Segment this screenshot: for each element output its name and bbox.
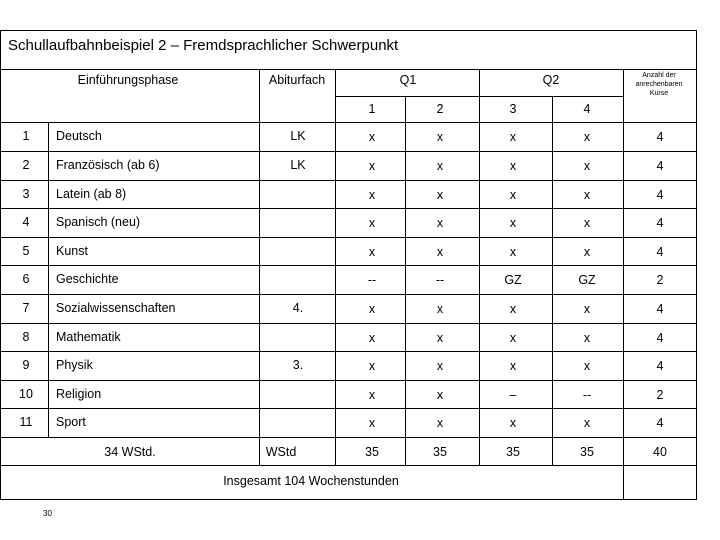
grid-line — [0, 265, 697, 266]
header-sem-4: 4 — [583, 102, 591, 116]
row-fach: Sozialwissenschaften — [56, 301, 176, 315]
row-sem-3: x — [509, 130, 517, 144]
grid-line — [552, 96, 553, 465]
row-fach: Französisch (ab 6) — [56, 158, 160, 172]
row-anzahl: 4 — [656, 359, 664, 373]
total-abiturfach: WStd — [265, 445, 297, 459]
header-einfuehrungsphase: Einführungsphase — [77, 73, 179, 87]
row-sem-2: x — [436, 302, 444, 316]
row-sem-3: x — [509, 216, 517, 230]
row-sem-4: x — [583, 245, 591, 259]
row-sem-3: x — [509, 302, 517, 316]
total-sem-4: 35 — [580, 445, 594, 459]
row-sem-4: GZ — [578, 273, 596, 287]
row-anzahl: 2 — [656, 388, 664, 402]
row-sem-3: x — [509, 416, 517, 430]
row-abiturfach: 4. — [292, 301, 304, 315]
row-sem-3: GZ — [504, 273, 522, 287]
page-number: 30 — [43, 509, 52, 518]
grid-line — [0, 351, 697, 352]
row-anzahl: 4 — [656, 216, 664, 230]
total-sem-2: 35 — [433, 445, 447, 459]
grid-line — [335, 70, 336, 465]
row-sem-1: x — [368, 388, 376, 402]
row-sem-1: x — [368, 216, 376, 230]
row-anzahl: 4 — [656, 188, 664, 202]
row-sem-2: x — [436, 331, 444, 345]
grid-line — [0, 323, 697, 324]
row-sem-4: x — [583, 130, 591, 144]
row-nr: 1 — [22, 129, 30, 143]
header-sem-2: 2 — [436, 102, 444, 116]
row-anzahl: 2 — [656, 273, 664, 287]
header-q2: Q2 — [542, 73, 560, 87]
row-sem-4: x — [583, 159, 591, 173]
row-nr: 7 — [22, 301, 30, 315]
grid-line — [0, 208, 697, 209]
row-fach: Deutsch — [56, 129, 102, 143]
row-sem-4: x — [583, 302, 591, 316]
row-nr: 9 — [22, 358, 30, 372]
grid-line — [0, 408, 697, 409]
row-abiturfach: LK — [290, 158, 306, 172]
grid-line — [0, 437, 697, 438]
grid-line — [405, 96, 406, 465]
row-fach: Religion — [56, 387, 102, 401]
row-sem-4: x — [583, 416, 591, 430]
row-fach: Physik — [56, 358, 93, 372]
row-sem-3: x — [509, 359, 517, 373]
row-nr: 10 — [19, 387, 33, 401]
total-sem-3: 35 — [506, 445, 520, 459]
grid-line — [0, 294, 697, 295]
row-fach: Latein (ab 8) — [56, 187, 127, 201]
row-sem-3: x — [509, 159, 517, 173]
grid-line — [0, 465, 697, 466]
row-nr: 6 — [22, 272, 30, 286]
row-sem-2: x — [436, 216, 444, 230]
row-sem-2: x — [436, 388, 444, 402]
header-q1: Q1 — [399, 73, 417, 87]
row-sem-3: x — [509, 245, 517, 259]
row-fach: Spanisch (neu) — [56, 215, 141, 229]
header-sem-1: 1 — [368, 102, 376, 116]
row-anzahl: 4 — [656, 159, 664, 173]
row-sem-4: x — [583, 359, 591, 373]
row-sem-2: x — [436, 245, 444, 259]
row-fach: Geschichte — [56, 272, 119, 286]
row-sem-4: x — [583, 216, 591, 230]
row-sem-2: x — [436, 416, 444, 430]
row-sem-2: -- — [435, 273, 445, 287]
row-sem-3: x — [509, 188, 517, 202]
row-sem-4: x — [583, 331, 591, 345]
row-sem-3: – — [509, 388, 517, 402]
grid-line — [259, 70, 260, 465]
row-nr: 11 — [19, 415, 33, 429]
row-sem-2: x — [436, 359, 444, 373]
page-title: Schullaufbahnbeispiel 2 – Fremdsprachlicher Schwerpunkt — [8, 37, 399, 54]
row-nr: 3 — [22, 187, 30, 201]
row-sem-2: x — [436, 188, 444, 202]
row-anzahl: 4 — [656, 245, 664, 259]
grid-line — [0, 122, 697, 123]
row-anzahl: 4 — [656, 130, 664, 144]
row-sem-1: x — [368, 245, 376, 259]
row-sem-1: x — [368, 188, 376, 202]
total-sem-1: 35 — [365, 445, 379, 459]
row-sem-1: x — [368, 130, 376, 144]
row-sem-1: x — [368, 416, 376, 430]
row-anzahl: 4 — [656, 302, 664, 316]
row-fach: Sport — [56, 415, 86, 429]
row-abiturfach: 3. — [292, 358, 304, 372]
row-sem-1: x — [368, 331, 376, 345]
row-anzahl: 4 — [656, 331, 664, 345]
grid-line — [479, 70, 480, 465]
row-abiturfach: LK — [290, 129, 306, 143]
row-sem-2: x — [436, 159, 444, 173]
total-einfuehrungsphase: 34 WStd. — [104, 445, 156, 459]
row-fach: Kunst — [56, 244, 88, 258]
row-sem-4: x — [583, 188, 591, 202]
total-anzahl: 40 — [653, 445, 667, 459]
row-sem-1: x — [368, 159, 376, 173]
row-sem-1: -- — [367, 273, 377, 287]
grid-line — [0, 151, 697, 152]
grid-line — [48, 122, 49, 437]
grid-line — [623, 70, 624, 500]
header-anzahl: Anzahl der anrechenbaren Kurse — [635, 72, 683, 97]
row-sem-1: x — [368, 359, 376, 373]
header-abiturfach: Abiturfach — [268, 73, 326, 87]
gesamt-wochenstunden: Insgesamt 104 Wochenstunden — [223, 474, 399, 488]
row-nr: 2 — [22, 158, 30, 172]
row-nr: 8 — [22, 330, 30, 344]
grid-line — [0, 180, 697, 181]
grid-line — [0, 237, 697, 238]
row-sem-1: x — [368, 302, 376, 316]
grid-line — [0, 380, 697, 381]
row-fach: Mathematik — [56, 330, 121, 344]
header-sem-3: 3 — [509, 102, 517, 116]
row-sem-4: -- — [582, 388, 592, 402]
row-anzahl: 4 — [656, 416, 664, 430]
row-sem-2: x — [436, 130, 444, 144]
row-sem-3: x — [509, 331, 517, 345]
row-nr: 5 — [22, 244, 30, 258]
row-nr: 4 — [22, 215, 30, 229]
